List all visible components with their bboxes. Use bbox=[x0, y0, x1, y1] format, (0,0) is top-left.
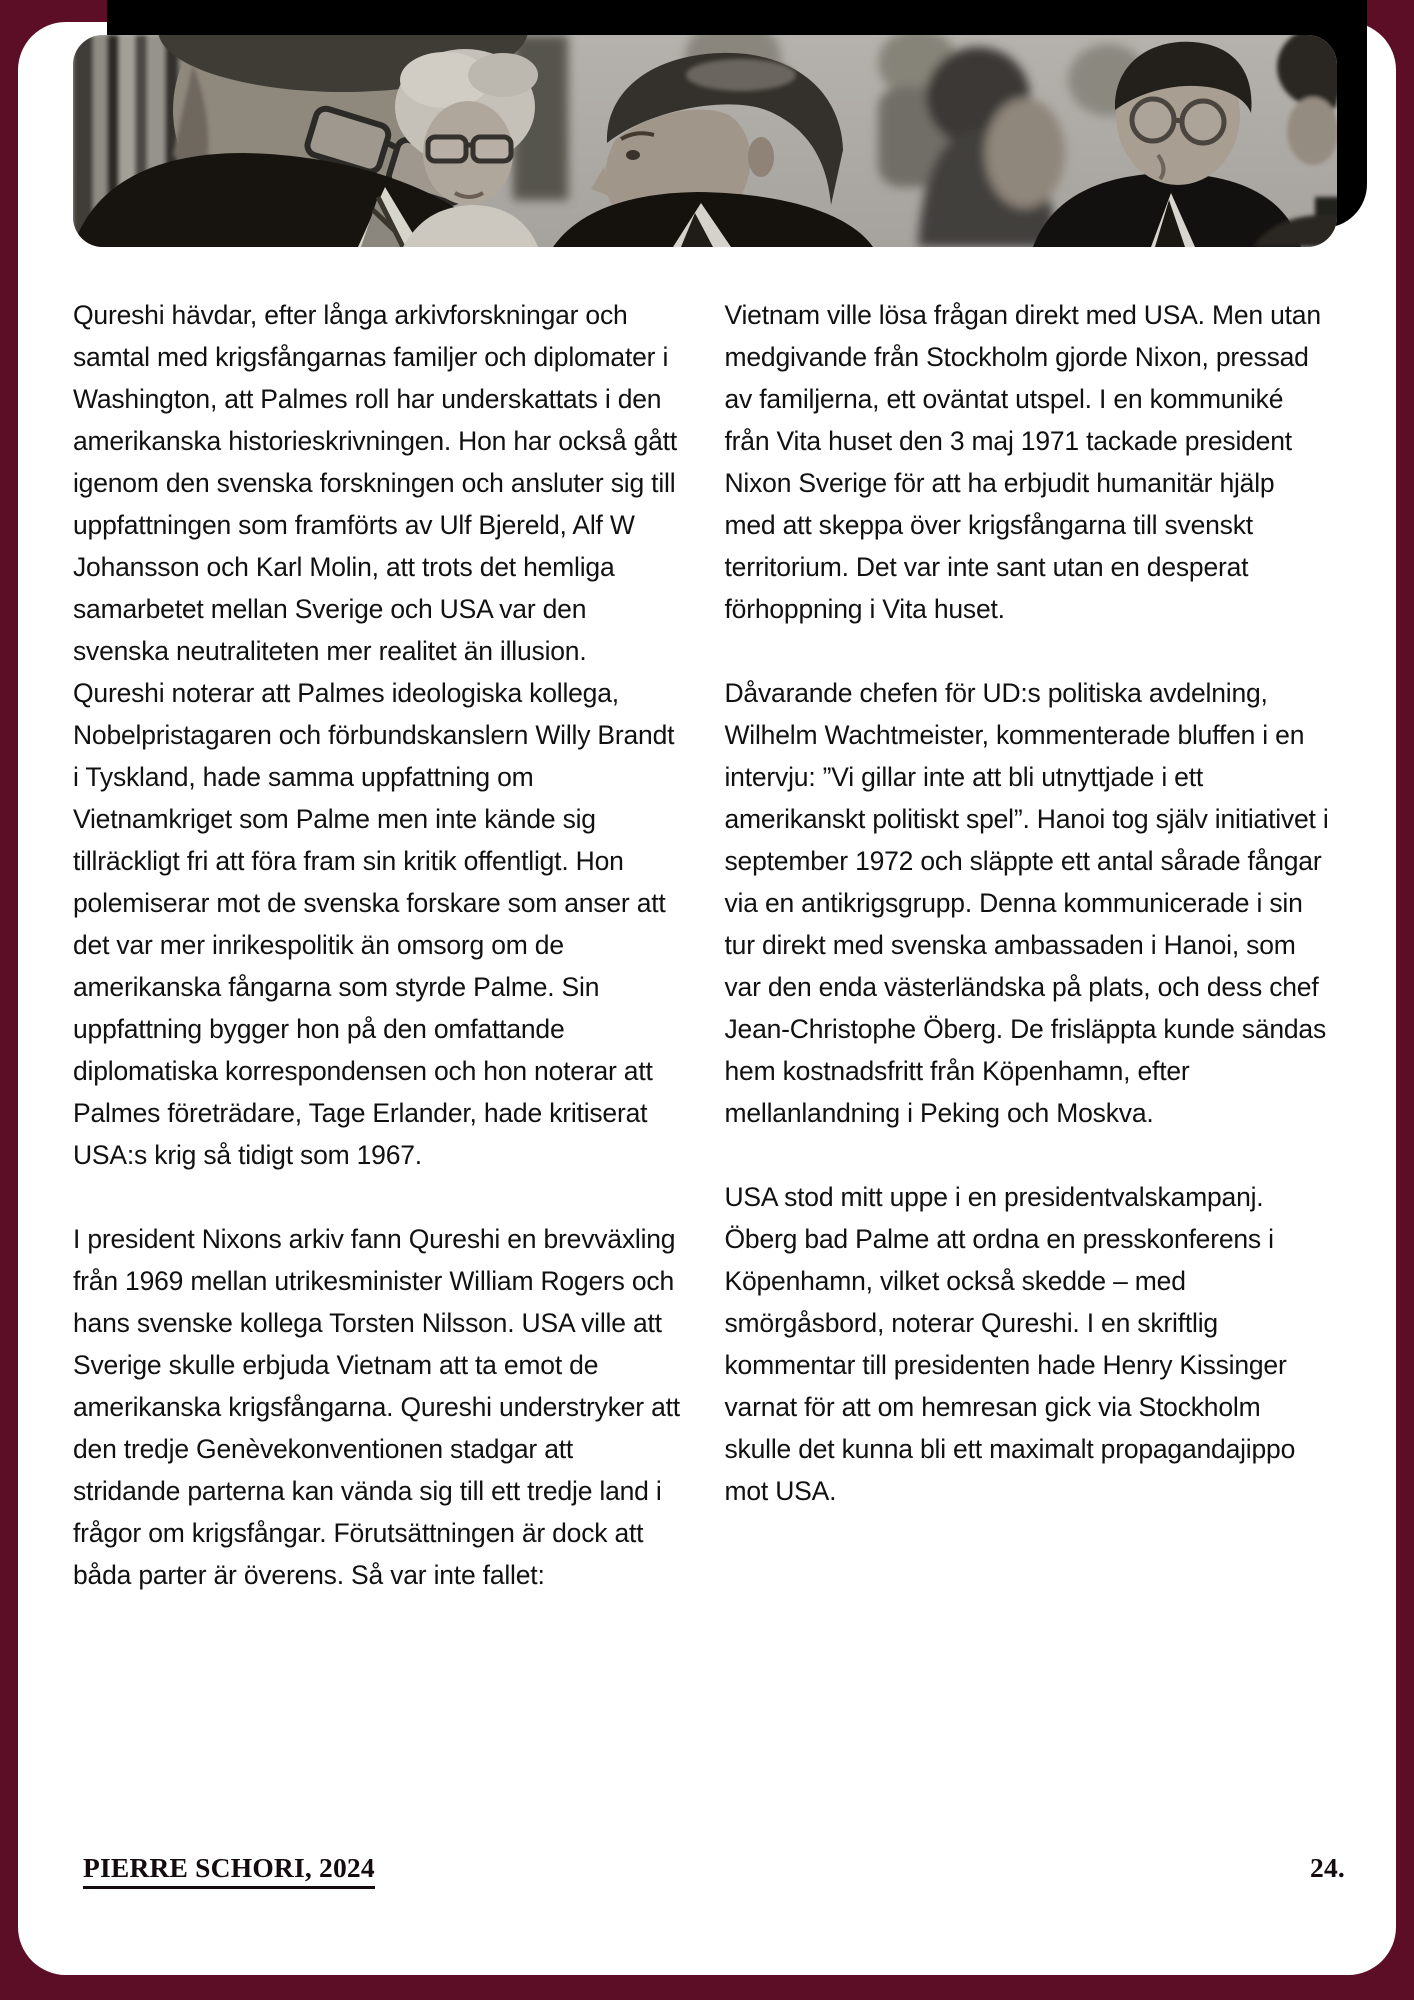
paragraph: I president Nixons arkiv fann Qureshi en brevväxling från 1969 mellan utrikesminister William Rogers och hans svenske kollega Torsten Nilsson. USA ville att Sverige skulle erbjuda Vietnam att ta emot de amerikanska krigsfångarna. Qureshi understryker att den tredje Genèvekonventionen stadgar att stridande parterna kan vända sig till ett tredje land i frågor om krigsfångar. Förutsättningen är dock att båda parter är överens. Så var inte fallet: bbox=[73, 1224, 680, 1590]
header-photo-illustration bbox=[73, 35, 1337, 247]
paragraph: Vietnam ville lösa frågan direkt med USA. Men utan medgivande från Stockholm gjorde Nixon, pressad av familjerna, ett oväntat utspel. I en kommuniké från Vita huset den 3 maj 1971 tackade president Nixon Sverige för att ha erbjudit humanitär hjälp med att skeppa över krigsfångarna till svenskt territorium. Det var inte sant utan en desperat förhoppning i Vita huset. bbox=[724, 300, 1321, 624]
paragraph: Dåvarande chefen för UD:s politiska avdelning, Wilhelm Wachtmeister, kommenterade bluffen i en intervju: ”Vi gillar inte att bli utnyttjade i ett amerikanskt politiskt spel”. Hanoi tog själv initiativet i september 1972 och släppte ett antal sårade fångar via en antikrigsgrupp. Denna kommunicerade i sin tur direkt med svenska ambassaden i Hanoi, som var den enda västerländska på plats, och dess chef Jean-Christophe Öberg. De frisläppta kunde sändas hem kostnadsfritt från Köpenhamn, efter mellanlandning i Peking och Moskva. bbox=[724, 678, 1329, 1128]
paragraph: Qureshi noterar att Palmes ideologiska kollega, Nobelpristagaren och förbundskanslern Willy Brandt i Tyskland, hade samma uppfattning om Vietnamkriget som Palme men inte kände sig tillräckligt fri att föra fram sin kritik offentligt. Hon polemiserar mot de svenska forskare som anser att det var mer inrikespolitik än omsorg om de amerikanska fångarna som styrde Palme. Sin uppfattning bygger hon på den omfattande diplomatiska korrespondensen och hon noterar att Palmes företrädare, Tage Erlander, hade kritiserat USA:s krig så tidigt som 1967. bbox=[73, 678, 675, 1170]
header-photo bbox=[73, 35, 1337, 247]
left-column bbox=[73, 294, 681, 1596]
page-footer bbox=[83, 1851, 1345, 1889]
paragraph: Qureshi hävdar, efter långa arkivforskningar och samtal med krigsfångarnas familjer och diplomater i Washington, att Palmes roll har underskattats i den amerikanska historieskrivningen. Hon har också gått igenom den svenska forskningen och ansluter sig till uppfattningen som framförts av Ulf Bjereld, Alf W Johansson och Karl Molin, att trots det hemliga samarbetet mellan Sverige och USA var den svenska neutraliteten mer realitet än illusion. bbox=[73, 300, 678, 666]
article-columns bbox=[73, 294, 1332, 1596]
page-number: 24. bbox=[1310, 1852, 1345, 1883]
author-credit: PIERRE SCHORI, 2024 bbox=[83, 1851, 375, 1889]
paragraph: USA stod mitt uppe i en presidentvalskampanj. Öberg bad Palme att ordna en presskonferens i Köpenhamn, vilket också skedde – med smörgåsbord, noterar Qureshi. I en skriftlig kommentar till presidenten hade Henry Kissinger varnat för att om hemresan gick via Stockholm skulle det kunna bli ett maximalt propagandajippo mot USA. bbox=[724, 1182, 1296, 1506]
right-column bbox=[725, 294, 1333, 1596]
